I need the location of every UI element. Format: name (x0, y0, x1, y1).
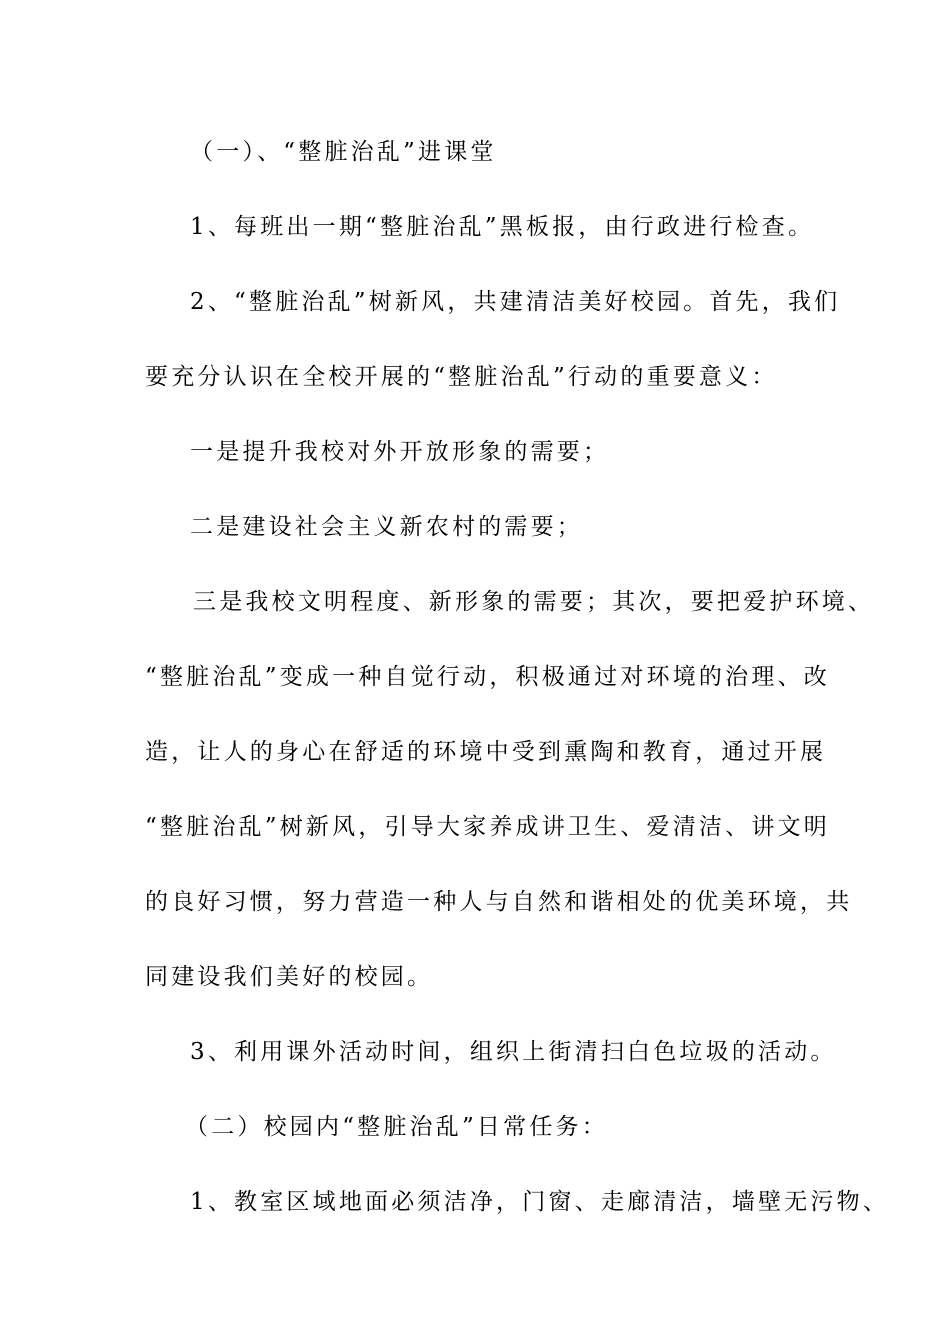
paragraph-line: 的良好习惯，努力营造一种人与自然和谐相处的优美环境，共 (145, 889, 853, 915)
paragraph-line: 同建设我们美好的校园。 (145, 964, 434, 990)
paragraph-line: 2、“整脏治乱”树新风，共建清洁美好校园。首先，我们 (190, 289, 841, 315)
paragraph-line: 3、利用课外活动时间，组织上街清扫白色垃圾的活动。 (190, 1039, 837, 1065)
paragraph-line: 要充分认识在全校开展的“整脏治乱”行动的重要意义： (145, 364, 778, 390)
paragraph-line: 1、教室区域地面必须洁净，门窗、走廊清洁，墙壁无污物、 (190, 1189, 890, 1215)
paragraph-line: 一是提升我校对外开放形象的需要； (190, 439, 610, 465)
section-heading-1: （一）、“整脏治乱”进课堂 (190, 139, 497, 165)
paragraph-line: 造，让人的身心在舒适的环境中受到熏陶和教育，通过开展 (145, 739, 827, 765)
paragraph-line: 二是建设社会主义新农村的需要； (190, 514, 583, 540)
paragraph-line: “整脏治乱”树新风，引导大家养成讲卫生、爱清洁、讲文明 (145, 814, 830, 840)
section-heading-2: （二）校园内“整脏治乱”日常任务： (185, 1114, 608, 1140)
paragraph-line: 1、每班出一期“整脏治乱”黑板报，由行政进行检查。 (190, 214, 815, 240)
paragraph-line: “整脏治乱”变成一种自觉行动，积极通过对环境的治理、改 (145, 664, 830, 690)
paragraph-line: 三是我校文明程度、新形象的需要；其次，要把爱护环境、 (193, 589, 875, 615)
